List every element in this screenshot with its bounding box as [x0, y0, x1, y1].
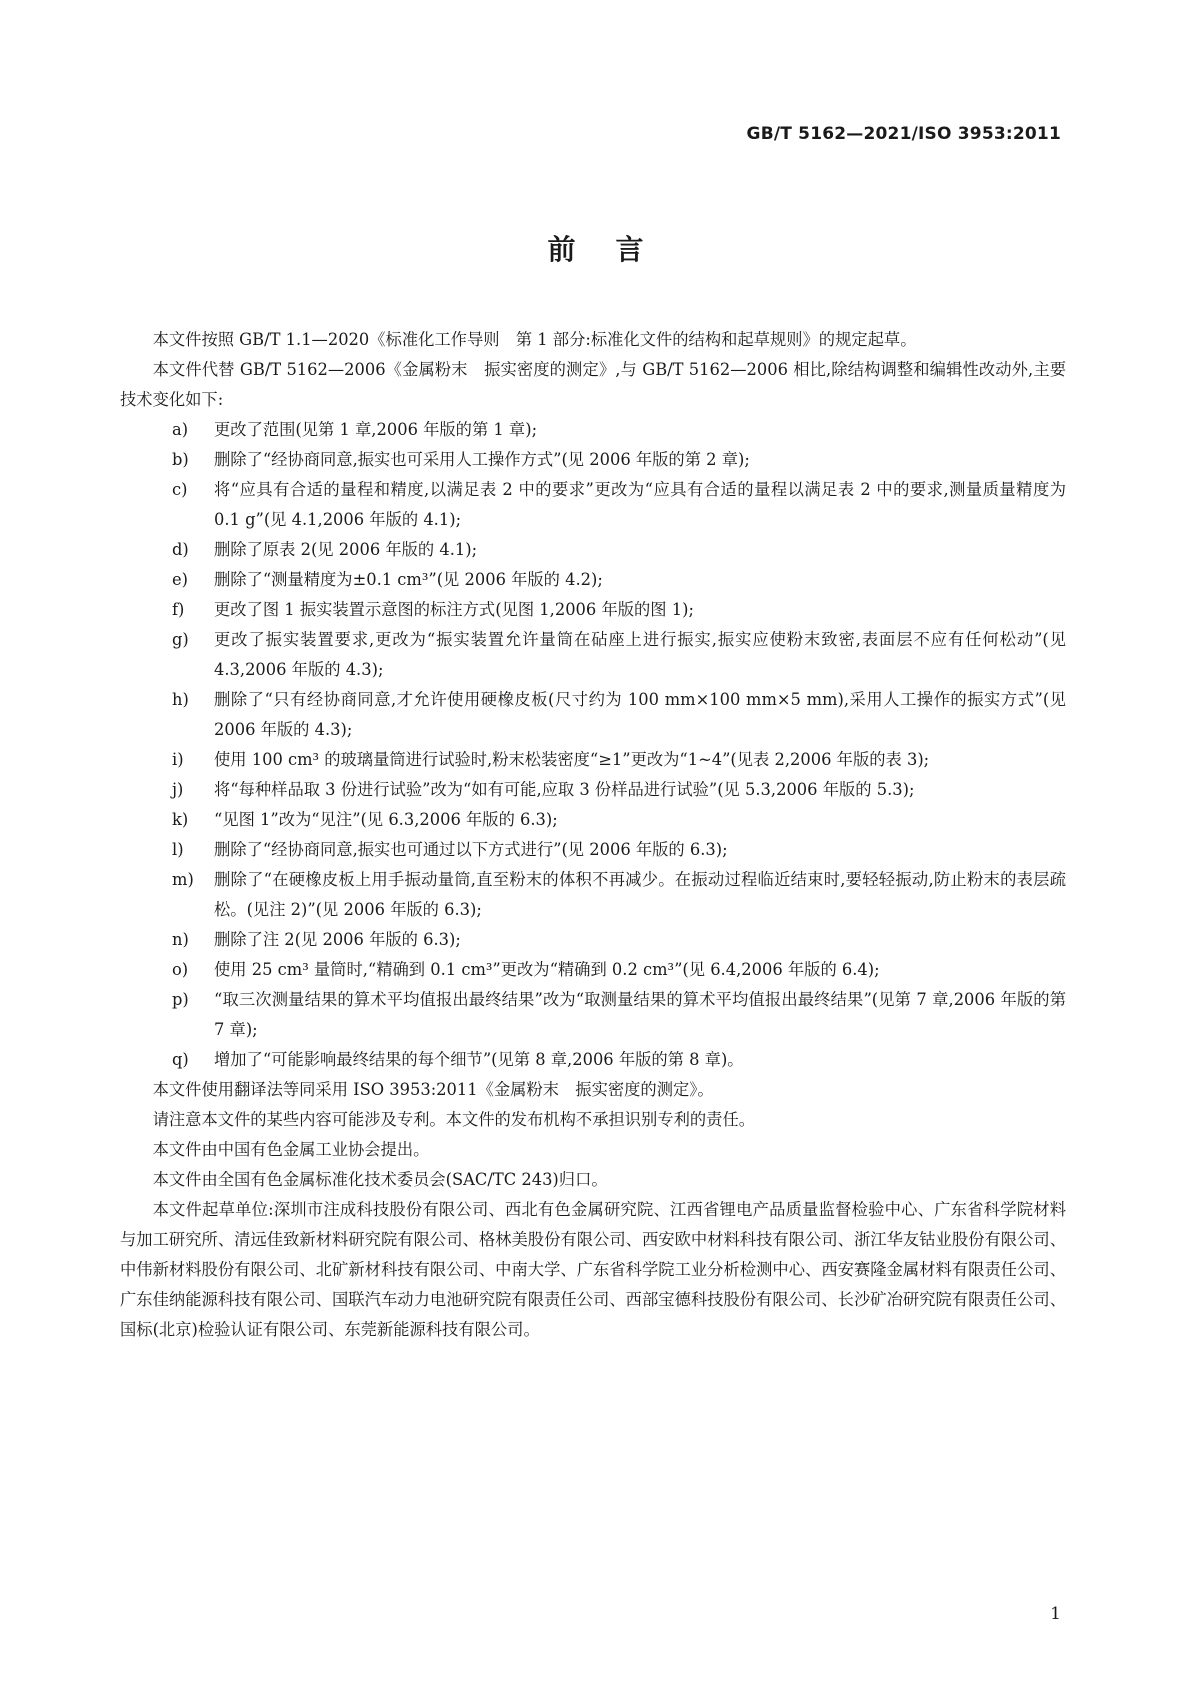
item-text: 更改了振实装置要求,更改为“振实装置允许量筒在砧座上进行振实,振实应使粉末致密,表面层不应有任何松动”(见 4.3,2006 年版的 4.3); — [214, 630, 1066, 679]
item-text: “见图 1”改为“见注”(见 6.3,2006 年版的 6.3); — [214, 810, 558, 829]
item-label: o) — [172, 960, 189, 979]
list-item — [120, 535, 1066, 565]
item-text: 使用 100 cm³ 的玻璃量筒进行试验时,粉末松装密度“≥1”更改为“1~4”(见表 2,2006 年版的表 3); — [214, 750, 930, 769]
list-item — [120, 475, 1066, 535]
item-label: f) — [172, 600, 185, 619]
item-text: 删除了“只有经协商同意,才允许使用硬橡皮板(尺寸约为 100 mm×100 mm×5 mm),采用人工操作的振实方式”(见 2006 年版的 4.3); — [214, 690, 1066, 739]
item-label: i) — [172, 750, 184, 769]
list-item — [120, 805, 1066, 835]
intro-paragraph: 本文件代替 GB/T 5162—2006《金属粉末 振实密度的测定》,与 GB/T 5162—2006 相比,除结构调整和编辑性改动外,主要技术变化如下: — [120, 360, 1066, 409]
item-text: 删除了注 2(见 2006 年版的 6.3); — [214, 930, 461, 949]
list-item — [120, 595, 1066, 625]
intro-paragraph: 本文件按照 GB/T 1.1—2020《标准化工作导则 第 1 部分:标准化文件的结构和起草规则》的规定起草。 — [152, 330, 917, 349]
item-text: 将“应具有合适的量程和精度,以满足表 2 中的要求”更改为“应具有合适的量程以满足表 2 中的要求,测量质量精度为 0.1 g”(见 4.1,2006 年版的 4.1); — [214, 480, 1066, 529]
closing-paragraph: 本文件使用翻译法等同采用 ISO 3953:2011《金属粉末 振实密度的测定》。 — [152, 1080, 714, 1099]
list-item — [120, 985, 1066, 1045]
item-label: l) — [172, 840, 184, 859]
list-item — [120, 565, 1066, 595]
item-label: q) — [172, 1050, 189, 1069]
list-item — [120, 925, 1066, 955]
item-text: 删除了原表 2(见 2006 年版的 4.1); — [214, 540, 478, 559]
item-label: j) — [172, 780, 184, 799]
item-text: 删除了“测量精度为±0.1 cm³”(见 2006 年版的 4.2); — [214, 570, 603, 589]
item-label: k) — [172, 810, 189, 829]
item-text: 删除了“在硬橡皮板上用手振动量筒,直至粉末的体积不再减少。在振动过程临近结束时,要轻轻振动,防止粉末的表层疏松。(见注 2)”(见 2006 年版的 6.3); — [214, 870, 1066, 919]
list-item — [120, 415, 1066, 445]
item-text: 更改了范围(见第 1 章,2006 年版的第 1 章); — [214, 420, 538, 439]
item-text: 更改了图 1 振实装置示意图的标注方式(见图 1,2006 年版的图 1); — [214, 600, 694, 619]
item-label: b) — [172, 450, 189, 469]
item-text: 删除了“经协商同意,振实也可采用人工操作方式”(见 2006 年版的第 2 章); — [214, 450, 750, 469]
item-text: 增加了“可能影响最终结果的每个细节”(见第 8 章,2006 年版的第 8 章)。 — [214, 1050, 744, 1069]
page-title: 前言 — [547, 233, 684, 266]
changes-list — [120, 415, 1066, 1075]
item-label: a) — [172, 420, 189, 439]
drafting-units-paragraph: 本文件起草单位:深圳市注成科技股份有限公司、西北有色金属研究院、江西省锂电产品质量监督检验中心、广东省科学院材料与加工研究所、清远佳致新材料研究院有限公司、格林美股份有限公司、西安欧中材料科技有限公司、浙江华友钴业股份有限公司、中伟新材料股份有限公司、北矿新材科技有限公司、中南大学、广东省科学院工业分析检测中心、西安赛隆金属材料有限责任公司、广东佳纳能源科技有限公司、国联汽车动力电池研究院有限责任公司、西部宝德科技股份有限公司、长沙矿冶研究院有限责任公司、国标(北京)检验认证有限公司、东莞新能源科技有限公司。 — [120, 1200, 1066, 1339]
closing-paragraph: 本文件由全国有色金属标准化技术委员会(SAC/TC 243)归口。 — [152, 1170, 608, 1189]
item-label: c) — [172, 480, 188, 499]
item-label: d) — [172, 540, 189, 559]
document-code: GB/T 5162—2021/ISO 3953:2011 — [746, 124, 1061, 144]
list-item — [120, 445, 1066, 475]
item-label: h) — [172, 690, 189, 709]
item-label: e) — [172, 570, 188, 589]
item-text: 将“每种样品取 3 份进行试验”改为“如有可能,应取 3 份样品进行试验”(见 5.3,2006 年版的 5.3); — [214, 780, 915, 799]
list-item — [120, 955, 1066, 985]
list-item — [120, 1045, 1066, 1075]
closing-paragraph: 本文件由中国有色金属工业协会提出。 — [152, 1140, 430, 1159]
list-item — [120, 685, 1066, 745]
foreword-body — [120, 325, 1066, 1345]
list-item — [120, 835, 1066, 865]
list-item — [120, 745, 1066, 775]
closing-paragraph: 请注意本文件的某些内容可能涉及专利。本文件的发布机构不承担识别专利的责任。 — [152, 1110, 756, 1129]
list-item — [120, 775, 1066, 805]
list-item — [120, 625, 1066, 685]
list-item — [120, 865, 1066, 925]
item-label: n) — [172, 930, 189, 949]
item-label: m) — [172, 870, 194, 889]
item-text: “取三次测量结果的算术平均值报出最终结果”改为“取测量结果的算术平均值报出最终结果”(见第 7 章,2006 年版的第 7 章); — [214, 990, 1066, 1039]
item-text: 删除了“经协商同意,振实也可通过以下方式进行”(见 2006 年版的 6.3); — [214, 840, 728, 859]
item-label: p) — [172, 990, 189, 1009]
item-label: g) — [172, 630, 189, 649]
item-text: 使用 25 cm³ 量筒时,“精确到 0.1 cm³”更改为“精确到 0.2 cm³”(见 6.4,2006 年版的 6.4); — [214, 960, 880, 979]
page-number: 1 — [1050, 1604, 1061, 1624]
